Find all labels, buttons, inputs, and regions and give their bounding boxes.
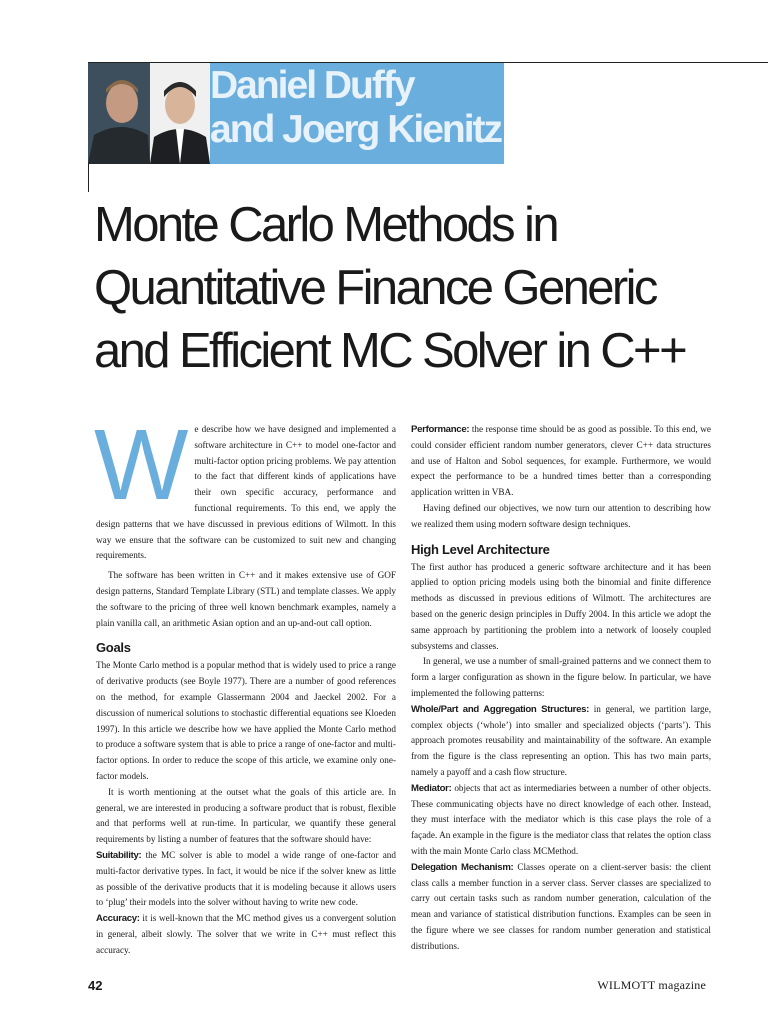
section-heading-goals: Goals	[96, 640, 131, 656]
pattern-label: Whole/Part and Aggregation Structures:	[411, 703, 590, 715]
column-left	[94, 409, 396, 959]
pattern-text: Classes operate on a client-server basis: the client class calls a member function in a server class. Server classes are specialized to carry out certain tasks such as random number generation, calculation of the mean and variance of statistical distribution functions. Examples can be seen in the figure where we see classes for random number generation and statistical distributions.	[411, 861, 711, 951]
author-line-1: Daniel Duffy	[210, 64, 414, 107]
pattern-label: Mediator:	[411, 782, 452, 794]
intro-paragraph	[94, 409, 396, 564]
author-photo-duffy	[88, 63, 150, 164]
pattern-mediator	[411, 781, 711, 860]
author-line-2: and Joerg Kienitz	[210, 108, 502, 151]
column-right	[411, 422, 711, 955]
magazine-name: WILMOTT magazine	[597, 978, 706, 992]
author-photo-kienitz	[150, 63, 210, 164]
pattern-text: objects that act as intermediaries between a number of other objects. These communicating objects have no direct knowledge of each other. Instead, they must interface with the mediator which is this case plays the role of a façade. An example in the figure is the mediator class that relates the option class with the main Monte Carlo class MCMethod.	[411, 782, 711, 856]
title-line-3: and Efficient MC Solver in C++	[94, 324, 686, 378]
paragraph: The first author has produced a generic software architecture and it has been applied to option pricing models using both the binomial and finite difference methods as discussed in previous editions of Wilmott. The architectures are based on the generic design principles in Duffy 2004. In this article we adopt the same approach by partitioning the problem into a network of loosely coupled subsystems and classes.	[411, 561, 711, 651]
intro-text: e describe how we have designed and implemented a software architecture in C++ to model one-factor and multi-factor option pricing problems. We pay attention to the fact that different kinds of applications have their own specific accuracy, performance and functional requirements. To this end, we apply the design patterns that we have discussed in previous editions of Wilmott. In this way we ensure that the software can be customized to suit new and changing requirements.	[96, 424, 396, 561]
paragraph: Having defined our objectives, we now turn our attention to describing how we realized them using modern software design techniques.	[411, 502, 711, 529]
drop-cap: W	[94, 409, 189, 521]
page-number: 42	[88, 978, 103, 993]
title-line-2: Quantitative Finance Generic	[94, 261, 656, 315]
paragraph: The Monte Carlo method is a popular method that is widely used to price a range of derivative products (see Boyle 1977). There are a number of good references on the method, for example Glassermann 2004 and Jaeckel 2002. For a discussion of numerical solutions to stochastic differential equations see Kloeden 1997). In this article we describe how we have applied the Monte Carlo method to produce a software system that is able to price a range of one-factor and multi-factor options. In order to reduce the scope of this article, we examine only one-factor models.	[96, 660, 396, 781]
paragraph: In general, we use a number of small-grained patterns and we connect them to form a larger configuration as shown in the figure below. In particular, we have implemented the following patterns:	[411, 656, 711, 698]
pattern-whole-part	[411, 702, 711, 781]
article-title	[94, 194, 754, 383]
paragraph: It is worth mentioning at the outset what the goals of this article are. In general, we are interested in producing a software product that is robust, flexible and that performs well at run-time. In particular, we quantify these general requirements by listing a number of features that the software should have:	[96, 786, 396, 845]
feature-suitability	[96, 848, 396, 911]
feature-text: the MC solver is able to model a wide range of one-factor and multi-factor derivative types. In fact, it would be nice if the solver knew as little as possible of the derivative products that it is modeling because it allows users to ‘plug’ their models into the solver without having to write new code.	[96, 849, 396, 908]
pattern-text: in general, we partition large, complex objects (‘whole’) into smaller and specialized objects (‘parts’). This approach promotes reusability and maintainability of the software. An example from the figure is the class representing an option. This has two main parts, namely a payoff and a cash flow structure.	[411, 703, 711, 777]
section-heading-architecture: High Level Architecture	[411, 541, 550, 557]
feature-label: Performance:	[411, 424, 470, 435]
feature-label: Accuracy:	[96, 913, 140, 925]
feature-label: Suitability:	[96, 849, 142, 861]
pattern-delegation	[411, 860, 711, 955]
feature-accuracy	[96, 911, 396, 958]
author-names	[210, 64, 504, 152]
feature-performance	[411, 422, 711, 501]
feature-text: it is well-known that the MC method gives us a convergent solution in general, albeit slowly. The solver that we write in C++ must reflect this accuracy.	[96, 913, 396, 955]
paragraph: The software has been written in C++ and it makes extensive use of GOF design patterns, Standard Template Library (STL) and template classes. We apply the software to the pricing of three well known benchmark examples, namely a plain vanilla call, an arithmetic Asian option and an up-and-out call option.	[96, 570, 396, 628]
pattern-label: Delegation Mechanism:	[411, 861, 514, 873]
feature-text: the response time should be as good as possible. To this end, we could consider efficient random number generators, clever C++ data structures and use of Halton and Sobol sequences, for example. Furthermore, we would expect the performance to be a hundred times better than a corresponding application written in VBA.	[411, 424, 711, 498]
title-line-1: Monte Carlo Methods in	[94, 198, 557, 252]
